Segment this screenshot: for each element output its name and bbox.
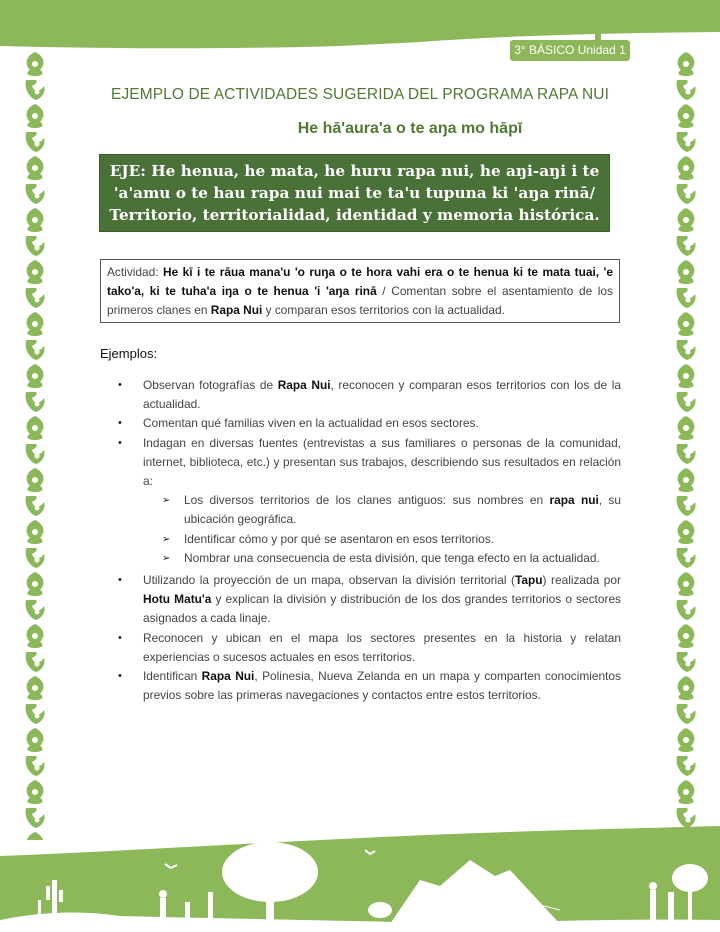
program-subtitle: He hā'aura'a o te aŋa mo hāpī (297, 120, 523, 137)
activity-description-bold: Rapa Nui (210, 303, 263, 317)
activity-title-rapanui: He kī i te rāua mana'u 'o ruŋa o te hora vahi era o te henua ki te mata tuai, 'e tako'a, ki te tuha'a iŋa o te henua 'i 'aŋa rinā (107, 265, 613, 298)
activity-box (100, 259, 620, 323)
bullet-icon: • (118, 417, 122, 430)
right-ornament-border (673, 50, 699, 840)
bullet-icon: • (118, 379, 122, 391)
examples-list (100, 376, 621, 568)
left-ornament-border (22, 50, 48, 840)
bullet-icon: • (118, 670, 122, 683)
bullet-icon: • (118, 631, 122, 644)
program-title: EJEMPLO DE ACTIVIDADES SUGERIDA DEL PROGRAMA RAPA NUI (111, 86, 609, 103)
list-item: • Indagan en diversas fuentes (entrevistas a sus familiares o personas de la comunidad, internet, biblioteca, etc.) y presentan sus trabajos, describiendo sus resultados en relación a: (118, 435, 621, 489)
activity-description: Comentan sobre el asentamiento de los primeros clanes en (107, 284, 613, 317)
bottom-landscape-illustration (0, 820, 720, 932)
unit-badge: 3° BÁSICO Unidad 1 (510, 40, 630, 61)
sub-list-item: ➢ Identificar cómo y por qué se asentaron en esos territorios. (100, 530, 621, 549)
arrow-bullet-icon: ➢ (162, 552, 171, 564)
activity-description-end: y comparan esos territorios con la actualidad. (262, 303, 505, 317)
arrow-bullet-icon: ➢ (162, 495, 171, 507)
list-item: • Observan fotografías de Rapa Nui, reconocen y comparan esos territorios con los de la actualidad. (118, 378, 621, 412)
bullet-icon: • (118, 574, 122, 586)
list-item: • Reconocen y ubican en el mapa los sectores presentes en la historia y relatan experiencias o sucesos actuales en esos territorios. (118, 630, 621, 664)
examples-title: Ejemplos: (100, 346, 158, 361)
sub-list-item: ➢ Los diversos territorios de los clanes antiguos: sus nombres en rapa nui, su ubicación geográfica. (162, 493, 621, 527)
activity-separator: / (376, 284, 392, 298)
eje-box (99, 154, 610, 232)
sub-list-item: ➢ Nombrar una consecuencia de esta división, que tenga efecto en la actualidad. (100, 549, 621, 568)
list-item: • Comentan qué familias viven en la actualidad en esos sectores. (100, 414, 621, 433)
bullet-icon: • (118, 436, 122, 449)
examples-list-2 (100, 571, 621, 705)
activity-label: Actividad: (107, 265, 163, 279)
arrow-bullet-icon: ➢ (162, 533, 171, 545)
list-item: • Identifican Rapa Nui, Polinesia, Nueva Zelanda en un mapa y comparten conocimientos previos sobre las primeras navegaciones y contactos entre estos territorios. (118, 669, 621, 703)
list-item: • Utilizando la proyección de un mapa, observan la división territorial (Tapu) realizada por Hotu Matu'a y explican la división y distribución de los dos grandes territorios o sectores asignados a cada linaje. (118, 573, 621, 626)
eje-text: EJE: He henua, he mata, he huru rapa nui, he aŋi-aŋi i te 'a'amu o te hau rapa nui mai te ta'u tupuna ki 'aŋa rinā/ Territorio, territorialidad, identidad y memoria histórica. (109, 162, 600, 224)
